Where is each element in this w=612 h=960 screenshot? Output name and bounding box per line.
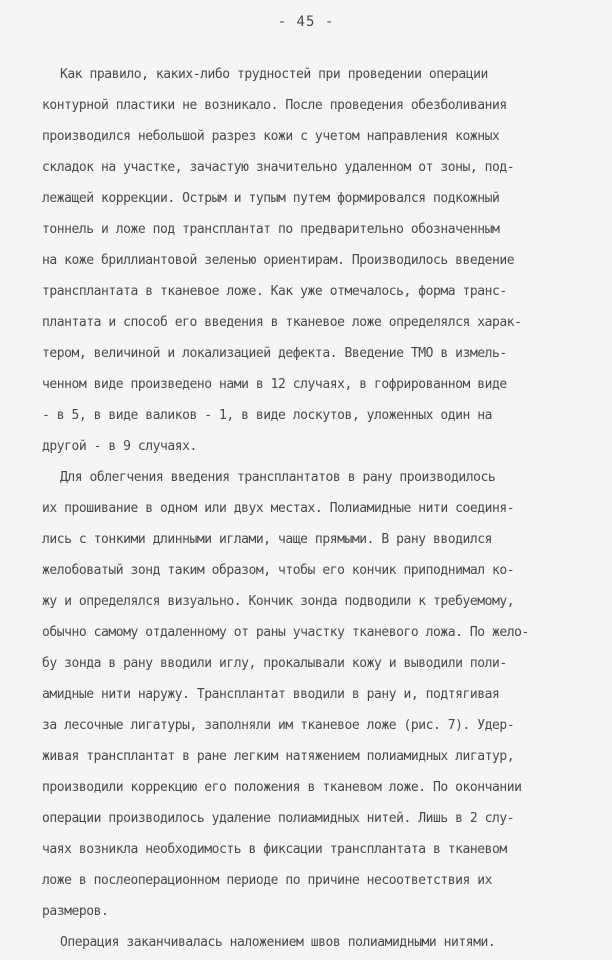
text-line: за лесочные лигатуры, заполняли им тканевое ложе (рис. 7). Удер- (42, 718, 515, 733)
text-line: чаях возникла необходимость в фиксации трансплантата в тканевом (42, 842, 507, 857)
text-line: ченном виде произведено нами в 12 случаях, в гофрированном виде (42, 377, 507, 392)
text-line: тоннель и ложе под трансплантат по предварительно обозначенным (42, 222, 500, 237)
text-line: их прошивание в одном или двух местах. Полиамидные нити соединя- (42, 501, 515, 516)
text-line: Как правило, каких-либо трудностей при проведении операции (60, 67, 488, 82)
text-line: тером, величиной и локализацией дефекта. Введение ТМО в измель- (42, 346, 507, 361)
text-line: лежащей коррекции. Острым и тупым путем формировался подкожный (42, 191, 500, 206)
text-line: плантата и способ его введения в тканевое ложе определялся харак- (42, 315, 522, 330)
text-line: производили коррекцию его положения в тканевом ложе. По окончании (42, 780, 522, 795)
text-line: контурной пластики не возникало. После проведения обезболивания (42, 98, 507, 113)
text-line: обычно самому отдаленному от раны участку тканевого ложа. По жело- (42, 625, 529, 640)
text-line: амидные нити наружу. Трансплантат вводили в рану и, подтягивая (42, 687, 500, 702)
text-line: живая трансплантат в ране легким натяжением полиамидных лигатур, (42, 749, 515, 764)
text-line: жу и определялся визуально. Кончик зонда подводили к требуемому, (42, 594, 515, 609)
text-line: размеров. (42, 904, 109, 919)
page-number: - 45 - (277, 14, 335, 30)
text-line: складок на участке, зачастую значительно удаленном от зоны, под- (42, 160, 515, 175)
text-line: желобоватый зонд таким образом, чтобы его кончик приподнимал ко- (42, 563, 515, 578)
text-line: - в 5, в виде валиков - 1, в виде лоскутов, уложенных один на (42, 408, 492, 423)
text-line: производился небольшой разрез кожи с учетом направления кожных (42, 129, 500, 144)
text-line: лись с тонкими длинными иглами, чаще прямыми. В рану вводился (42, 532, 492, 547)
text-line: другой - в 9 случаях. (42, 439, 197, 454)
text-line: операции производилось удаление полиамидных нитей. Лишь в 2 слу- (42, 811, 515, 826)
text-line: бу зонда в рану вводили иглу, прокалывали кожу и выводили поли- (42, 656, 507, 671)
text-line: ложе в послеоперационном периоде по причине несоответствия их (42, 873, 492, 888)
text-line: трансплантата в тканевое ложе. Как уже отмечалось, форма транс- (42, 284, 507, 299)
text-line: Операция заканчивалась наложением швов полиамидными нитями. (60, 935, 496, 950)
text-line: Для облегчения введения трансплантатов в рану производилось (60, 470, 496, 485)
text-line: на коже бриллиантовой зеленью ориентирам. Производилось введение (42, 253, 515, 268)
